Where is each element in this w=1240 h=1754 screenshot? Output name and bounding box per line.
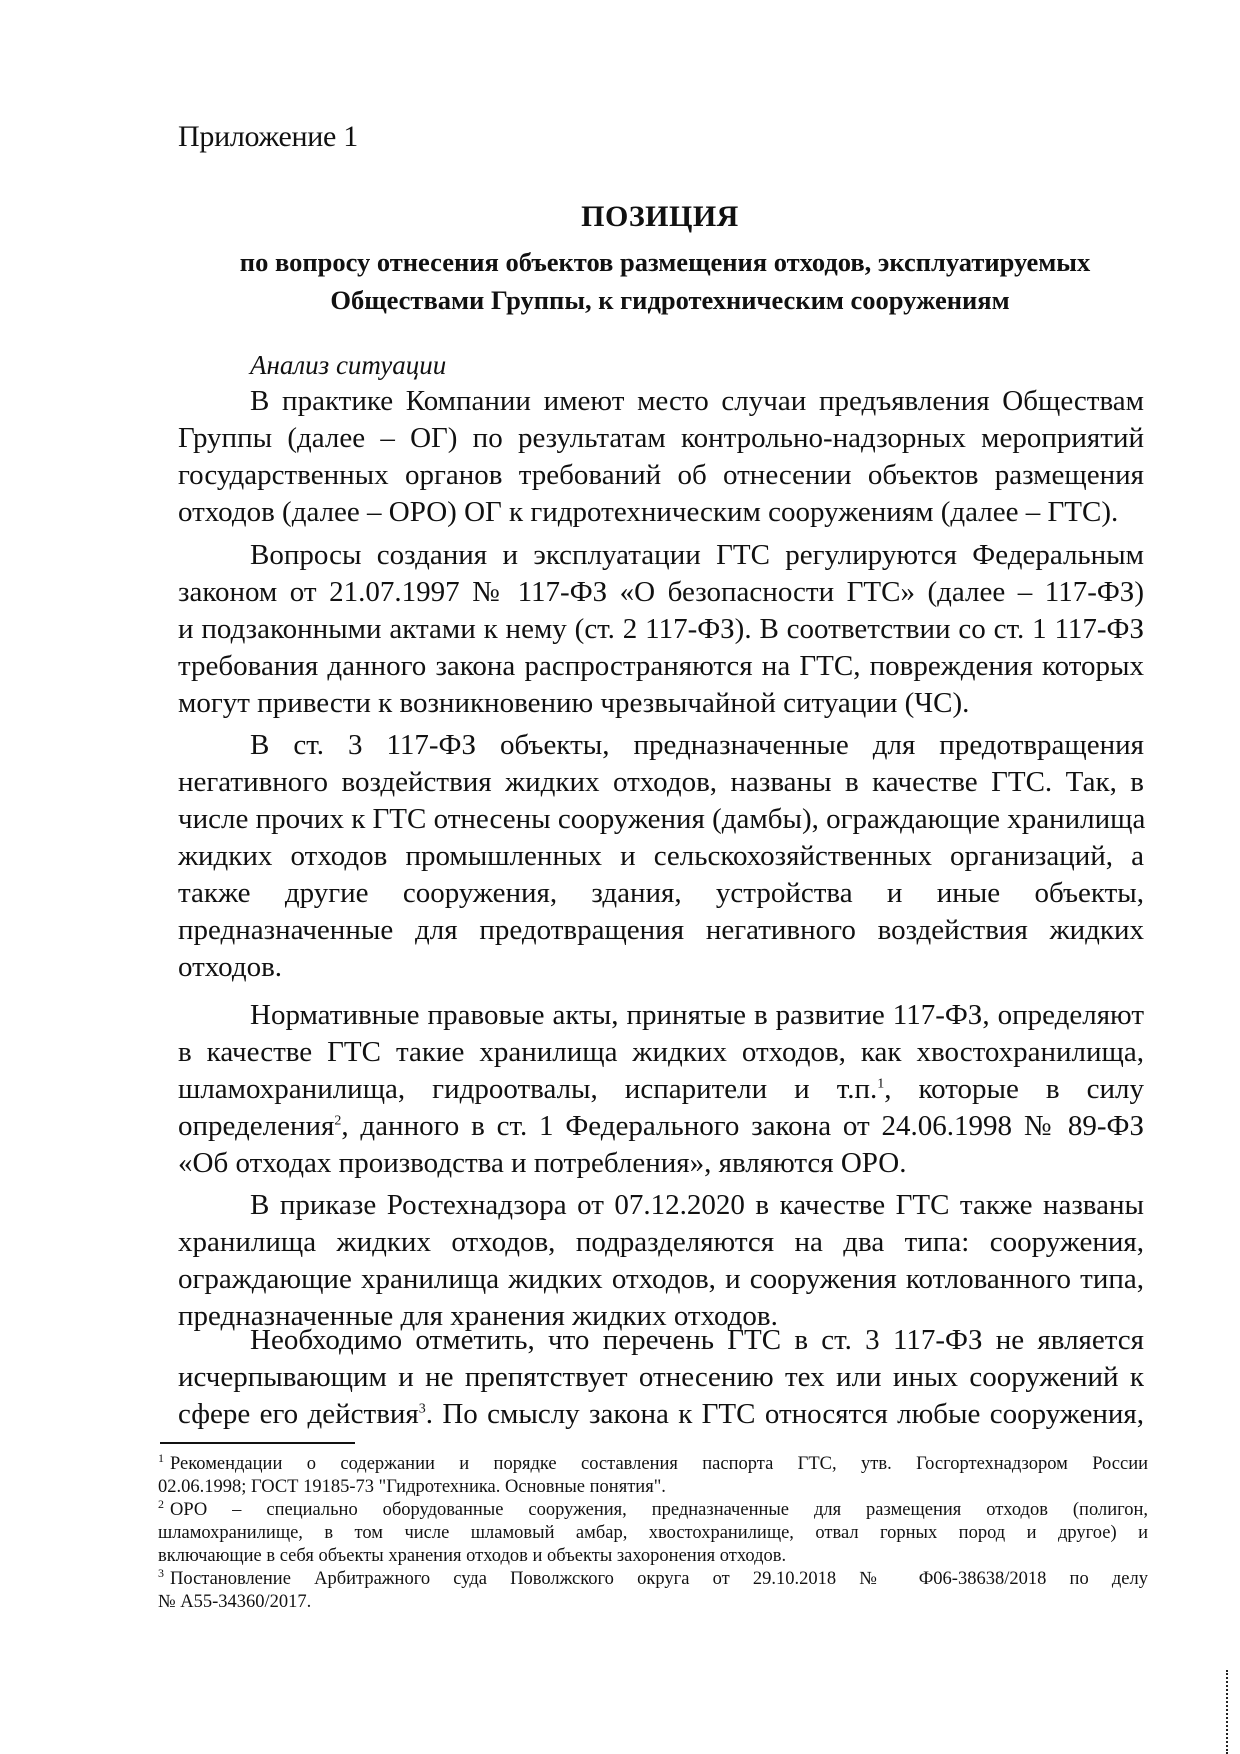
paragraph-line: отходов (далее – ОРО) ОГ к гидротехническим сооружениям (далее – ГТС). xyxy=(178,496,1119,528)
paragraph-3 xyxy=(178,727,1144,986)
paragraph-line xyxy=(178,1071,1144,1108)
paragraph-line: Группы (далее – ОГ) по результатам контрольно-надзорных мероприятий xyxy=(178,422,1144,454)
paragraph-text: сфере его действия xyxy=(178,1398,419,1430)
paragraph-line: хранилища жидких отходов, подразделяются на два типа: сооружения, xyxy=(178,1226,1144,1258)
paragraph-line: В ст. 3 117-ФЗ объекты, предназначенные для предотвращения xyxy=(250,729,1144,761)
paragraph-text: , данного в ст. 1 Федерального закона от 24.06.1998 № 89-ФЗ xyxy=(341,1110,1144,1142)
footnote-ref[interactable]: 2 xyxy=(334,1113,342,1129)
footnote-text: Рекомендации о содержании и порядке составления паспорта ГТС, утв. Госгортехнадзором России xyxy=(170,1454,1148,1474)
footnote-number: 3 xyxy=(158,1565,164,1580)
paragraph-1 xyxy=(178,383,1144,531)
paragraph-line: отходов. xyxy=(178,951,283,983)
paragraph-text: определения xyxy=(178,1110,335,1142)
footnote-line: шламохранилище, в том числе шламовый амбар, хвостохранилище, отвал горных пород и другое) и xyxy=(158,1523,1148,1543)
footnote-number: 1 xyxy=(158,1450,164,1465)
paragraph-2 xyxy=(178,537,1144,722)
document-title: ПОЗИЦИЯ xyxy=(581,200,739,233)
paragraph-line: предназначенные для хранения жидких отходов. xyxy=(178,1300,778,1332)
document-subtitle-line-2: Обществами Группы, к гидротехническим сооружениям xyxy=(330,285,1010,315)
footnote-2 xyxy=(158,1496,1148,1568)
paragraph-line: государственных органов требований об отнесении объектов размещения xyxy=(178,459,1144,491)
paragraph-line: Необходимо отметить, что перечень ГТС в ст. 3 117-ФЗ не является xyxy=(250,1324,1144,1356)
paragraph-line: могут привести к возникновению чрезвычайной ситуации (ЧС). xyxy=(178,687,970,719)
paragraph-text: шламохранилища, гидроотвалы, испарители и т.п. xyxy=(178,1073,878,1105)
paragraph-line: предназначенные для предотвращения негативного воздействия жидких xyxy=(178,914,1144,946)
paragraph-5 xyxy=(178,1187,1144,1335)
footnote-line: 02.06.1998; ГОСТ 19185-73 "Гидротехника. Основные понятия". xyxy=(158,1477,666,1497)
paragraph-4 xyxy=(178,997,1144,1182)
footnote-3 xyxy=(158,1565,1148,1614)
paragraph-line: в качестве ГТС такие хранилища жидких отходов, как хвостохранилища, xyxy=(178,1036,1144,1068)
paragraph-line: Нормативные правовые акты, принятые в развитие 117-ФЗ, определяют xyxy=(250,999,1144,1031)
paragraph-line: требования данного закона распространяются на ГТС, повреждения которых xyxy=(178,650,1144,682)
paragraph-line: также другие сооружения, здания, устройства и иные объекты, xyxy=(178,877,1144,909)
footnote-number: 2 xyxy=(158,1496,164,1511)
paragraph-line: В практике Компании имеют место случаи предъявления Обществам xyxy=(250,385,1144,417)
footnote-ref[interactable]: 1 xyxy=(877,1076,885,1092)
footnote-separator xyxy=(160,1442,355,1444)
section-heading: Анализ ситуации xyxy=(250,350,447,380)
paragraph-line: жидких отходов промышленных и сельскохозяйственных организаций, а xyxy=(178,840,1144,872)
paragraph-line: Вопросы создания и эксплуатации ГТС регулируются Федеральным xyxy=(250,539,1144,571)
scan-edge-marks xyxy=(1226,1670,1230,1754)
paragraph-text: . По смыслу закона к ГТС относятся любые сооружения, xyxy=(425,1398,1145,1430)
paragraph-line: числе прочих к ГТС отнесены сооружения (дамбы), ограждающие хранилища xyxy=(178,803,1146,835)
footnote-ref[interactable]: 3 xyxy=(418,1401,426,1417)
paragraph-line: негативного воздействия жидких отходов, названы в качестве ГТС. Так, в xyxy=(178,766,1144,798)
footnote-text: ОРО – специально оборудованные сооружения, предназначенные для размещения отходов (полигон, xyxy=(170,1500,1148,1520)
paragraph-6 xyxy=(178,1322,1144,1433)
footnote-line xyxy=(158,1565,1148,1591)
footnote-line: № А55-34360/2017. xyxy=(158,1592,312,1612)
document-subtitle-line-1: по вопросу отнесения объектов размещения отходов, эксплуатируемых xyxy=(239,247,1091,277)
paragraph-line: «Об отходах производства и потребления», являются ОРО. xyxy=(178,1147,907,1179)
footnote-1 xyxy=(158,1450,1148,1499)
annex-label: Приложение 1 xyxy=(178,120,358,153)
paragraph-line xyxy=(178,1396,1144,1433)
paragraph-line: ограждающие хранилища жидких отходов, и сооружения котлованного типа, xyxy=(178,1263,1144,1295)
paragraph-line: В приказе Ростехнадзора от 07.12.2020 в качестве ГТС также названы xyxy=(250,1189,1144,1221)
paragraph-line: исчерпывающим и не препятствует отнесению тех или иных сооружений к xyxy=(178,1361,1144,1393)
paragraph-line: законом от 21.07.1997 № 117-ФЗ «О безопасности ГТС» (далее – 117-ФЗ) xyxy=(178,576,1144,608)
footnote-text: Постановление Арбитражного суда Поволжского округа от 29.10.2018 № Ф06-38638/2018 по делу xyxy=(170,1569,1148,1589)
paragraph-line: и подзаконными актами к нему (ст. 2 117-ФЗ). В соответствии со ст. 1 117-ФЗ xyxy=(178,613,1144,645)
paragraph-line xyxy=(178,1108,1144,1145)
paragraph-text: , которые в силу xyxy=(884,1073,1144,1105)
footnote-line xyxy=(158,1450,1148,1476)
footnote-line xyxy=(158,1496,1148,1522)
footnote-line: включающие в себя объекты хранения отходов и объекты захоронения отходов. xyxy=(158,1546,787,1566)
